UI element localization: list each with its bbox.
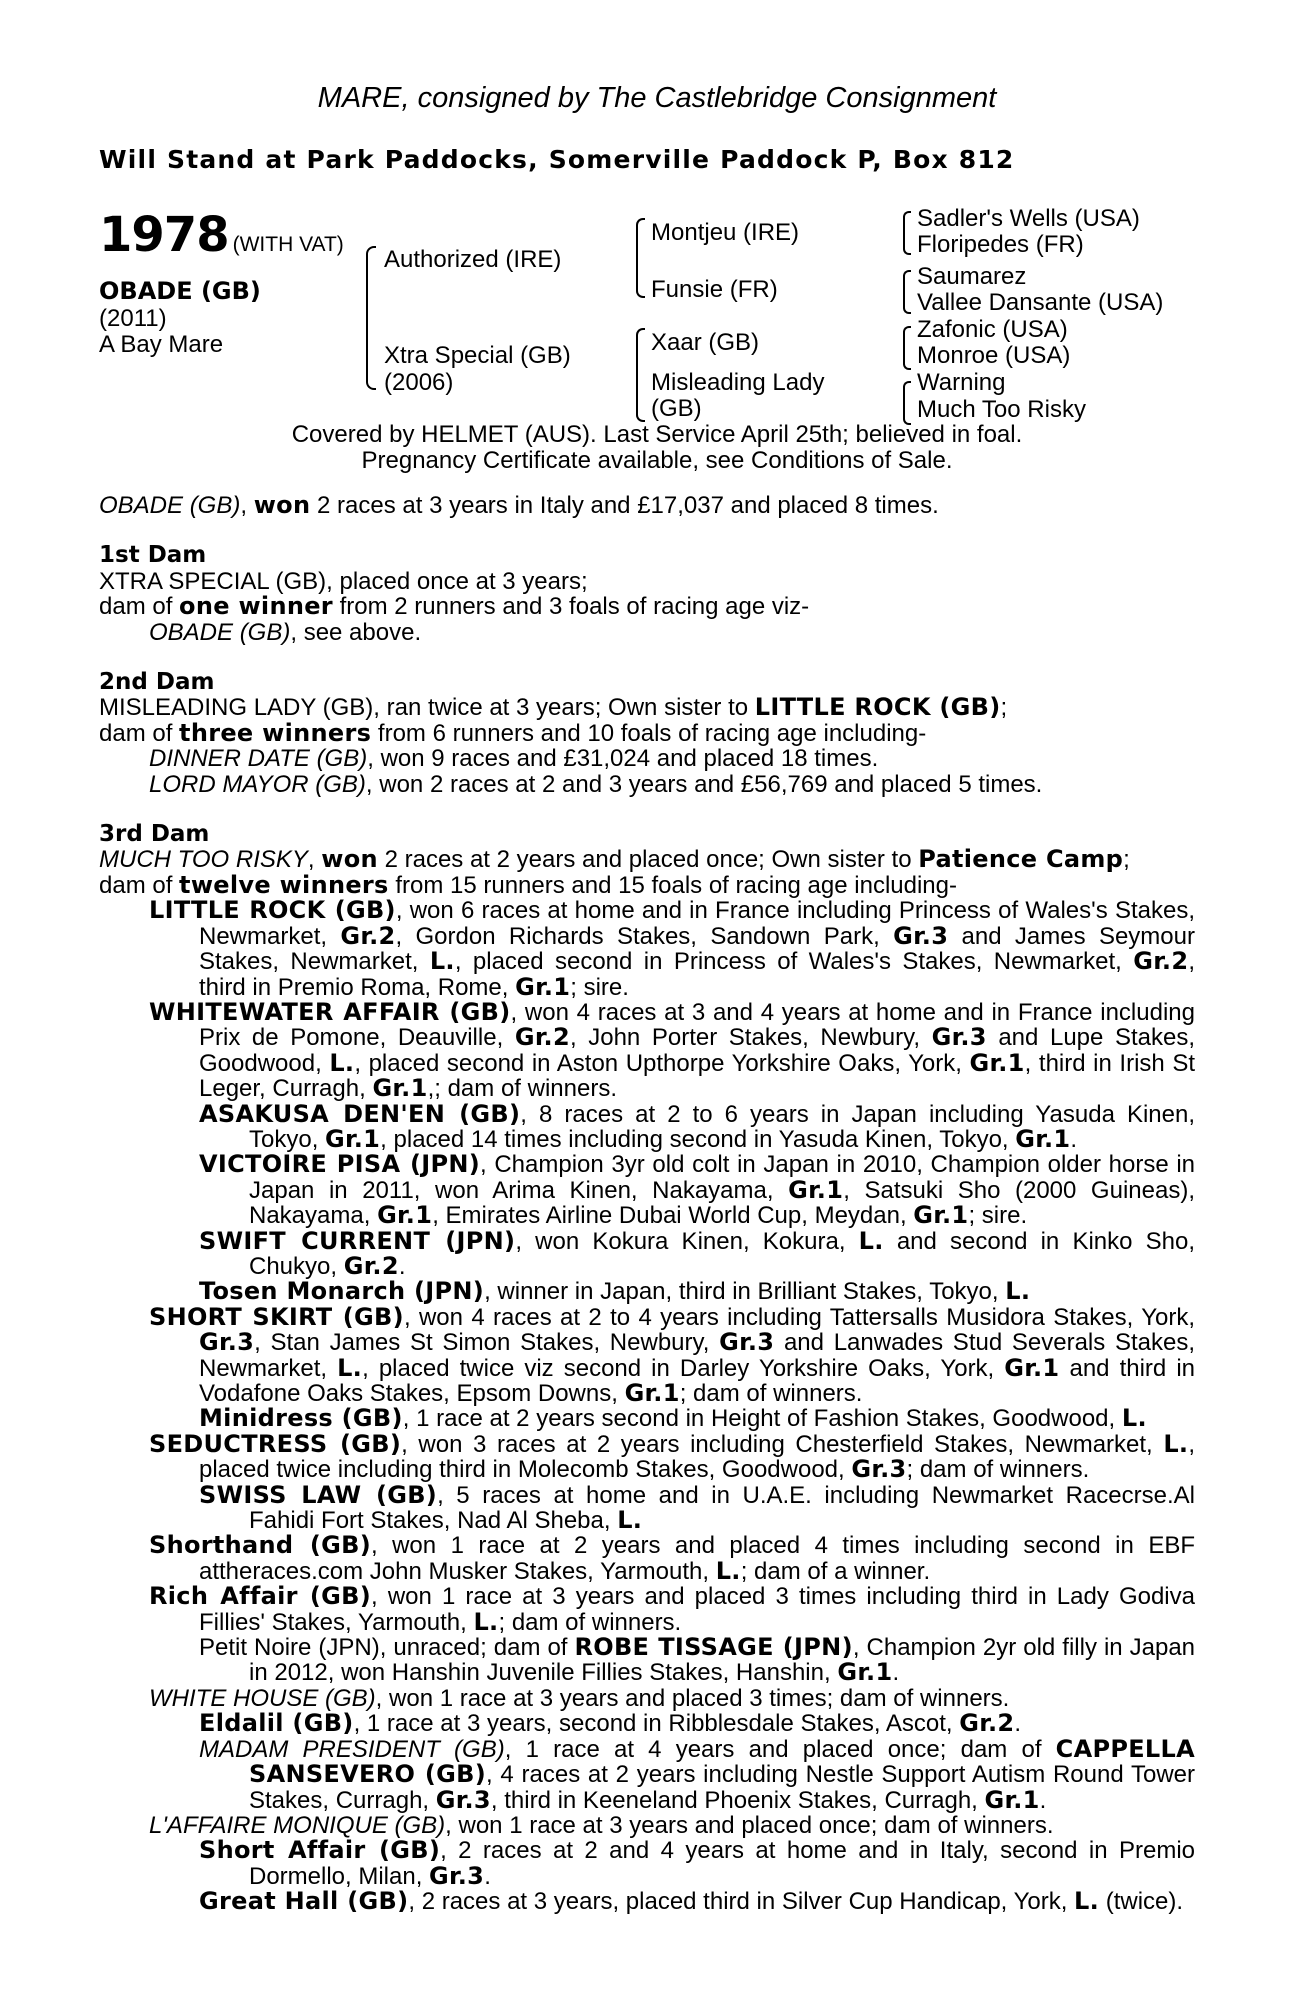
italic-run: OBADE (GB) xyxy=(99,492,241,519)
text-run: , xyxy=(307,846,322,874)
text-run: from 6 runners and 10 foals of racing age including- xyxy=(371,719,927,747)
bold-run: Gr.1 xyxy=(788,1175,844,1204)
text-run: 2 races at 2 years and placed once; Own sister to xyxy=(377,846,919,874)
produce-entry xyxy=(99,1584,1195,1635)
text-run: ; xyxy=(1123,846,1130,874)
bold-run: VICTOIRE PISA (JPN) xyxy=(199,1150,481,1179)
bold-run: Gr.2 xyxy=(514,1023,570,1052)
bold-run: CAPPELLA SANSEVERO (GB) xyxy=(249,1734,1195,1789)
text-run: from 2 runners and 3 foals of racing age viz- xyxy=(332,593,810,621)
bold-run: twelve winners xyxy=(179,870,389,899)
text-run: 2 races at 3 years in Italy and £17,037 and placed 8 times. xyxy=(310,492,939,519)
section-gap xyxy=(99,518,1195,543)
pedigree-g3-3: Saumarez xyxy=(917,263,1027,290)
pregnancy-note: Pregnancy Certificate available, see Conditions of Sale. xyxy=(361,447,953,474)
bold-run: Gr.2 xyxy=(340,921,396,950)
record-line xyxy=(99,493,1195,518)
dam-heading: 2nd Dam xyxy=(99,669,215,696)
bold-run: Gr.3 xyxy=(719,1328,775,1357)
bold-run: L. xyxy=(715,1556,741,1585)
text-run: dam of xyxy=(99,719,180,747)
text-run: dam of xyxy=(99,593,180,621)
text-run: , placed 14 times including second in Yasuda Kinen, Tokyo, xyxy=(380,1125,1016,1153)
pedigree-g3-1: Sadler's Wells (USA) xyxy=(917,205,1140,232)
bold-run: SHORT SKIRT (GB) xyxy=(149,1302,404,1331)
text-run: , 1 race at 3 years, second in Ribblesdale Stakes, Ascot, xyxy=(353,1710,960,1738)
text-run: . xyxy=(892,1659,900,1687)
produce-entry xyxy=(99,620,1195,645)
bold-run: Gr.1 xyxy=(984,1785,1040,1814)
bold-run: Gr.1 xyxy=(913,1201,969,1230)
produce-entry xyxy=(99,1480,1195,1535)
bold-run: Gr.3 xyxy=(851,1455,907,1484)
bold-run: Gr.3 xyxy=(199,1328,255,1357)
text-run: , won 3 races at 2 years including Chesterfield Stakes, Newmarket, xyxy=(401,1430,1164,1458)
text-run: ; dam of winners. xyxy=(498,1608,682,1636)
bold-run: L. xyxy=(1163,1429,1189,1458)
text-run: , third in Premio Roma, Rome, xyxy=(199,948,1196,1001)
bold-run: Gr.2 xyxy=(1133,947,1189,976)
produce-entry xyxy=(99,1635,1195,1686)
text-run: ; sire. xyxy=(570,973,629,1001)
produce-entry xyxy=(99,746,1195,771)
text-run: dam of xyxy=(99,871,180,899)
produce-entry xyxy=(99,1838,1195,1889)
bold-run: won xyxy=(321,845,378,874)
bold-run: Eldalil (GB) xyxy=(199,1709,354,1738)
record-line xyxy=(99,569,1195,594)
pedigree-dam-dam-country: (GB) xyxy=(651,395,702,422)
text-run: , won 4 races at 3 and 4 years at home and in France including Prix de Pomone, Deauville, xyxy=(199,998,1195,1052)
section-gap xyxy=(99,797,1195,822)
lot-block xyxy=(99,207,344,263)
dam-heading: 3rd Dam xyxy=(99,821,210,848)
pedigree-brace-g1 xyxy=(903,211,911,255)
produce-entry xyxy=(99,1429,1195,1484)
produce-entry xyxy=(99,1302,1196,1407)
text-run: , xyxy=(240,492,254,519)
text-run: , placed second in Princess of Wales's Stakes, Newmarket, xyxy=(454,948,1134,976)
bold-run: Gr.1 xyxy=(325,1124,381,1153)
bold-run: L. xyxy=(1074,1887,1100,1916)
consignment-header: MARE, consigned by The Castlebridge Consignment xyxy=(317,82,997,114)
record-line xyxy=(99,847,1195,872)
bold-run: Gr.2 xyxy=(343,1251,399,1280)
bold-run: Gr.1 xyxy=(377,1201,433,1230)
record-line xyxy=(99,695,1195,720)
bold-run: one winner xyxy=(179,592,333,621)
horse-name: OBADE (GB) xyxy=(99,277,261,305)
bold-run: L. xyxy=(617,1506,643,1535)
bold-run: Shorthand (GB) xyxy=(149,1531,371,1560)
text-run: , won 9 races and £31,024 and placed 18 times. xyxy=(367,745,879,773)
record-line xyxy=(99,594,1195,619)
produce-record xyxy=(99,493,1195,1915)
bold-run: Short Affair (GB) xyxy=(199,1836,441,1865)
bold-run: Gr.3 xyxy=(893,921,949,950)
text-run: , Champion 2yr old filly in Japan in 2012, won Hanshin Juvenile Fillies Stakes, Hanshin, xyxy=(249,1634,1196,1687)
text-run: . xyxy=(1039,1786,1047,1814)
produce-entry xyxy=(99,1533,1195,1584)
text-run: , Stan James St Simon Stakes, Newbury, xyxy=(254,1329,720,1357)
produce-entry xyxy=(99,1734,1195,1814)
pedigree-brace-g4 xyxy=(903,381,911,425)
section-gap xyxy=(99,645,1195,670)
text-run: , won 4 races at 2 to 4 years including Tattersalls Musidora Stakes, York, xyxy=(403,1303,1196,1331)
vat-note: (WITH VAT) xyxy=(232,233,344,256)
produce-entry xyxy=(99,1813,1195,1838)
bold-run: LITTLE ROCK (GB) xyxy=(754,693,1001,722)
pedigree-sire-sire: Montjeu (IRE) xyxy=(651,219,800,246)
produce-entry xyxy=(99,1686,1195,1711)
pedigree-g3-6: Monroe (USA) xyxy=(917,342,1071,369)
bold-run: L. xyxy=(1005,1277,1031,1306)
text-run: , 2 races at 2 and 4 years at home and in Italy, second in Premio Dormello, Milan, xyxy=(249,1837,1195,1890)
bold-run: ASAKUSA DEN'EN (GB) xyxy=(199,1099,521,1128)
produce-entry xyxy=(99,1099,1196,1153)
bold-run: L. xyxy=(337,1353,363,1382)
bold-run: Great Hall (GB) xyxy=(199,1887,409,1916)
horse-year: (2011) xyxy=(99,305,167,332)
lot-number: 1978 xyxy=(99,207,229,263)
text-run: . xyxy=(1070,1125,1078,1153)
bold-run: Gr.1 xyxy=(1004,1353,1060,1382)
pedigree-brace-gen1 xyxy=(366,246,376,390)
text-run: ; dam of winners. xyxy=(679,1380,863,1407)
pedigree-dam: Xtra Special (GB) xyxy=(384,342,571,369)
text-run: ,; dam of winners. xyxy=(427,1075,617,1103)
italic-run: LORD MAYOR (GB) xyxy=(149,770,366,798)
pedigree-dam-sire: Xaar (GB) xyxy=(651,329,760,356)
produce-entry xyxy=(99,1889,1195,1914)
text-run: ; dam of a winner. xyxy=(740,1557,931,1585)
text-run: Petit Noire (JPN), unraced; dam of xyxy=(199,1634,575,1662)
pedigree-g3-4: Vallee Dansante (USA) xyxy=(917,289,1164,316)
pedigree-g3-7: Warning xyxy=(917,369,1006,396)
text-run: , 1 race at 2 years second in Height of Fashion Stakes, Goodwood, xyxy=(402,1405,1122,1433)
text-run: , won 6 races at home and in France including Princess of Wales's Stakes, Newmarket, xyxy=(199,897,1195,950)
text-run: , 5 races at home and in U.A.E. including Newmarket Racecrse.Al Fahidi Fort Stakes, Nad Al Sheba, xyxy=(249,1481,1195,1535)
produce-entry xyxy=(99,997,1195,1103)
text-run: , John Porter Stakes, Newbury, xyxy=(569,1024,932,1052)
text-run: , 2 races at 3 years, placed third in Silver Cup Handicap, York, xyxy=(408,1888,1075,1916)
bold-run: WHITEWATER AFFAIR (GB) xyxy=(149,997,511,1026)
text-run: . xyxy=(484,1862,491,1890)
pedigree-dam-year: (2006) xyxy=(384,369,454,396)
pedigree-brace-dam xyxy=(636,328,645,422)
text-run: , placed twice viz second in Darley Yorkshire Oaks, York, xyxy=(362,1354,1005,1382)
text-run: , won Kokura Kinen, Kokura, xyxy=(515,1227,859,1255)
italic-run: L'AFFAIRE MONIQUE (GB) xyxy=(149,1811,446,1839)
text-run: ; xyxy=(1000,694,1008,722)
text-run: , placed twice including third in Molecomb Stakes, Goodwood, xyxy=(199,1430,1195,1484)
produce-entry xyxy=(99,1711,1195,1736)
bold-run: won xyxy=(253,491,311,519)
text-run: , 1 race at 4 years and placed once; dam of xyxy=(504,1735,1056,1763)
text-run: , won 1 race at 3 years and placed 3 times including third in Lady Godiva Fillies' Stakes, Yarmouth, xyxy=(199,1583,1195,1636)
record-line xyxy=(99,718,1195,747)
text-run: ; sire. xyxy=(968,1202,1028,1230)
text-run: , won 2 races at 2 and 3 years and £56,769 and placed 5 times. xyxy=(365,770,1043,798)
bold-run: Gr.2 xyxy=(959,1709,1015,1738)
text-run: and Lanwades Stud Severals Stakes, Newmarket, xyxy=(199,1329,1195,1382)
bold-run: Gr.1 xyxy=(969,1048,1025,1077)
bold-run: SEDUCTRESS (GB) xyxy=(149,1429,402,1458)
bold-run: Gr.1 xyxy=(372,1074,428,1103)
bold-run: SWIFT CURRENT (JPN) xyxy=(199,1226,516,1255)
italic-run: WHITE HOUSE (GB) xyxy=(149,1684,376,1712)
stand-location: Will Stand at Park Paddocks, Somerville Paddock P, Box 812 xyxy=(99,145,1015,174)
pedigree-sire-dam: Funsie (FR) xyxy=(651,276,778,303)
text-run: and Lupe Stakes, Goodwood, xyxy=(199,1024,1195,1077)
bold-run: three winners xyxy=(179,718,372,747)
pedigree-g3-5: Zafonic (USA) xyxy=(917,316,1068,343)
bold-run: Rich Affair (GB) xyxy=(149,1582,372,1611)
pedigree-brace-g2 xyxy=(903,270,911,314)
produce-entry xyxy=(99,772,1195,797)
bold-run: Gr.1 xyxy=(515,972,571,1001)
text-run: . xyxy=(1014,1710,1022,1738)
bold-run: L. xyxy=(329,1048,355,1077)
bold-run: Gr.3 xyxy=(429,1861,485,1890)
text-run: ; dam of winners. xyxy=(906,1456,1090,1484)
produce-entry xyxy=(99,1406,1195,1431)
text-run: , Emirates Airline Dubai World Cup, Meydan, xyxy=(432,1202,914,1230)
italic-run: MUCH TOO RISKY xyxy=(99,846,308,874)
italic-run: DINNER DATE (GB) xyxy=(149,745,368,773)
produce-entry xyxy=(99,898,1195,1000)
bold-run: Gr.1 xyxy=(624,1379,680,1407)
produce-entry xyxy=(99,1279,1195,1304)
text-run: , Gordon Richards Stakes, Sandown Park, xyxy=(395,922,894,950)
pedigree-g3-8: Much Too Risky xyxy=(917,396,1086,423)
text-run: , Champion 3yr old colt in Japan in 2010, Champion older horse in Japan in 2011, won Arima Kinen, Nakayama, xyxy=(249,1151,1195,1204)
text-run: , see above. xyxy=(290,618,422,646)
pedigree-dam-dam: Misleading Lady xyxy=(651,369,825,396)
text-run: from 15 runners and 15 foals of racing age including- xyxy=(388,871,957,899)
produce-entry xyxy=(99,1226,1196,1280)
bold-run: SWISS LAW (GB) xyxy=(199,1480,438,1509)
bold-run: Tosen Monarch (JPN) xyxy=(199,1277,485,1306)
covered-by-note: Covered by HELMET (AUS). Last Service April 25th; believed in foal. xyxy=(291,421,1023,448)
pedigree-brace-sire xyxy=(636,218,645,298)
pedigree-brace-g3 xyxy=(903,326,911,370)
bold-run: Minidress (GB) xyxy=(199,1404,403,1433)
text-run: , winner in Japan, third in Brilliant Stakes, Tokyo, xyxy=(484,1278,1006,1306)
bold-run: Patience Camp xyxy=(918,845,1124,874)
bold-run: L. xyxy=(1121,1404,1147,1433)
italic-run: MADAM PRESIDENT (GB) xyxy=(199,1735,505,1763)
bold-run: LITTLE ROCK (GB) xyxy=(149,896,396,925)
text-run: (twice). xyxy=(1099,1888,1184,1916)
text-run: , won 1 race at 3 years and placed once; dam of winners. xyxy=(445,1811,1054,1839)
text-run: , won 1 race at 2 years and placed 4 times including second in EBF attheraces.com John Musker Stakes, Yarmouth, xyxy=(199,1532,1195,1585)
bold-run: L. xyxy=(429,947,455,976)
text-run: and second in Kinko Sho, Chukyo, xyxy=(249,1227,1196,1280)
horse-description: A Bay Mare xyxy=(99,331,224,358)
text-run: MISLEADING LADY (GB), ran twice at 3 years; Own sister to xyxy=(99,694,755,722)
text-run: XTRA SPECIAL (GB), placed once at 3 years; xyxy=(99,567,588,595)
text-run: , Satsuki Sho (2000 Guineas), Nakayama, xyxy=(249,1176,1195,1230)
bold-run: L. xyxy=(858,1226,884,1255)
bold-run: Gr.1 xyxy=(1015,1124,1071,1153)
pedigree-sire: Authorized (IRE) xyxy=(384,246,562,273)
text-run: and third in Vodafone Oaks Stakes, Epsom Downs, xyxy=(199,1354,1195,1407)
pedigree-g3-2: Floripedes (FR) xyxy=(917,231,1084,258)
text-run: and James Seymour Stakes, Newmarket, xyxy=(199,922,1195,976)
text-run: , third in Irish St Leger, Curragh, xyxy=(199,1049,1195,1103)
italic-run: OBADE (GB) xyxy=(149,618,291,646)
text-run: . xyxy=(398,1252,406,1280)
produce-entry xyxy=(99,1152,1195,1228)
bold-run: L. xyxy=(473,1607,499,1636)
bold-run: Gr.3 xyxy=(931,1023,987,1052)
bold-run: Gr.3 xyxy=(435,1785,491,1814)
text-run: , 4 races at 2 years including Nestle Support Autism Round Tower Stakes, Curragh, xyxy=(249,1761,1195,1814)
record-line xyxy=(99,870,1195,899)
text-run: , 8 races at 2 to 6 years in Japan including Yasuda Kinen, Tokyo, xyxy=(249,1100,1196,1153)
text-run: , won 1 race at 3 years and placed 3 times; dam of winners. xyxy=(375,1684,1010,1712)
bold-run: ROBE TISSAGE (JPN) xyxy=(574,1633,853,1662)
dam-heading: 1st Dam xyxy=(99,542,207,569)
text-run: , third in Keeneland Phoenix Stakes, Curragh, xyxy=(490,1786,985,1814)
text-run: , placed second in Aston Upthorpe Yorkshire Oaks, York, xyxy=(354,1049,970,1077)
bold-run: Gr.1 xyxy=(837,1658,893,1687)
